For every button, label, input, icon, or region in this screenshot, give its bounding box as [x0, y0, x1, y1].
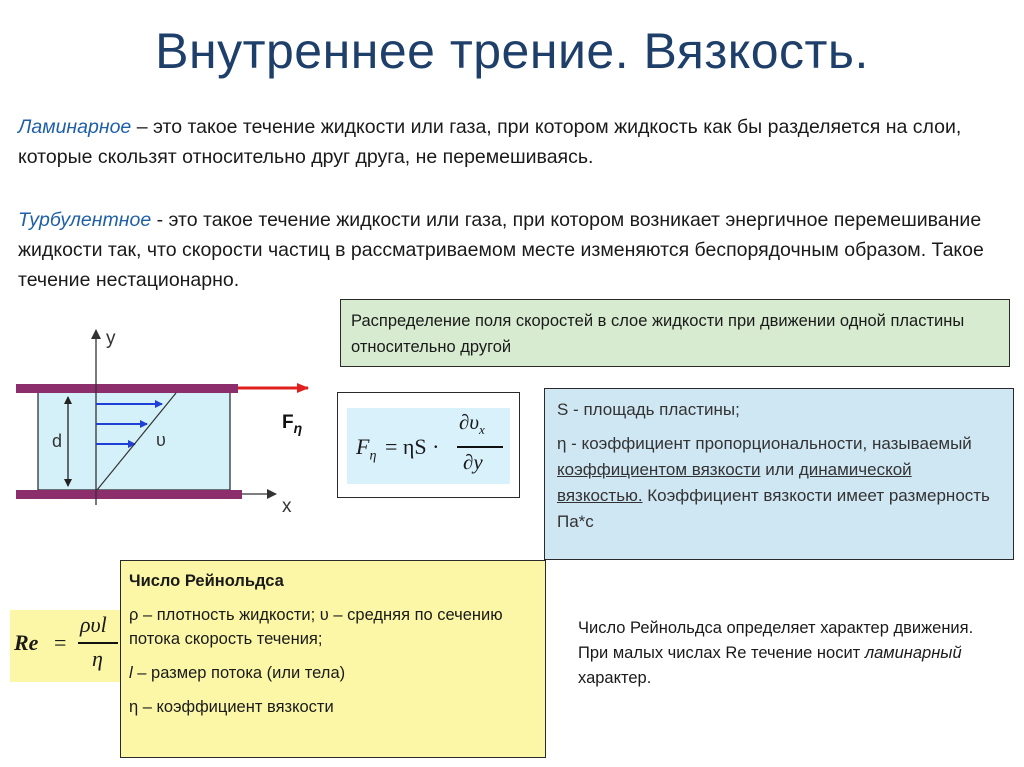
top-plate: [16, 384, 238, 393]
reynolds-formula: [10, 610, 120, 682]
area-definition: S - площадь пластины;: [557, 400, 740, 419]
re-lhs: Re: [14, 630, 39, 655]
force-formula: [347, 408, 510, 484]
force-lhs: $F_\eta$: [356, 434, 377, 464]
force-fraction-bar: [457, 446, 503, 448]
reynolds-size-line: l – размер потока (или тела): [129, 664, 346, 682]
reynolds-heading: Число Рейнольдса: [129, 572, 284, 590]
reynolds-note: Число Рейнольдса определяет характер движения. При малых числах Re течение носит ламинарный характер.: [578, 619, 974, 687]
velocity-distribution-text: Распределение поля скоростей в слое жидкости при движении одной пластины относительно другой: [351, 312, 965, 356]
viscosity-definition: η - коэффициент пропорциональности, называемый коэффициентом вязкости или динамической вязкостью. Коэффициент вязкости имеет размерность Па*с: [557, 434, 990, 531]
y-axis-label: y: [106, 328, 116, 349]
re-numerator: ρυl: [80, 612, 107, 637]
x-axis-label: x: [282, 496, 292, 517]
laminar-word: ламинарный: [864, 644, 962, 662]
turbulent-text: - это такое течение жидкости или газа, при котором возникает энергичное перемешивание жидкости так, что скорости частиц в рассматриваемом месте изменяются беспорядочным образом. Такое течение нестационарно.: [18, 209, 984, 291]
laminar-term: Ламинарное: [18, 116, 132, 138]
velocity-label: υ: [156, 430, 166, 450]
re-equals: =: [54, 630, 67, 655]
fluid-layer: [38, 392, 230, 490]
definitions-box: [544, 388, 1014, 560]
laminar-text: – это такое течение жидкости или газа, при котором жидкость как бы разделяется на слои, которые скользят относительно друг друга, не перемешиваясь.: [18, 116, 962, 168]
turbulent-term: Турбулентное: [18, 209, 152, 231]
velocity-distribution-box: [340, 299, 1010, 367]
force-formula-box: [337, 392, 520, 498]
viscosity-coefficient-term: коэффициентом вязкости: [557, 460, 761, 479]
force-label: $F_\eta$: [282, 412, 303, 436]
thickness-label: d: [52, 431, 63, 451]
force-denominator: ∂y: [463, 450, 483, 474]
re-denominator: η: [92, 646, 103, 671]
page-title: Внутреннее трение. Вязкость.: [155, 23, 869, 79]
reynolds-density-line: ρ – плотность жидкости; υ – средняя по сечению потока скорость течения;: [129, 606, 503, 648]
force-rhs: = ηS ·: [385, 434, 440, 459]
reynolds-box: [120, 560, 546, 758]
re-fraction-bar: [78, 642, 118, 644]
plate-diagram: [0, 0, 340, 530]
force-numerator: $\partial\upsilon_x$: [459, 410, 485, 438]
dynamic-viscosity-term: динамической вязкостью.: [557, 460, 912, 505]
bottom-plate: [16, 490, 242, 499]
reynolds-viscosity-line: η – коэффициент вязкости: [129, 698, 334, 716]
